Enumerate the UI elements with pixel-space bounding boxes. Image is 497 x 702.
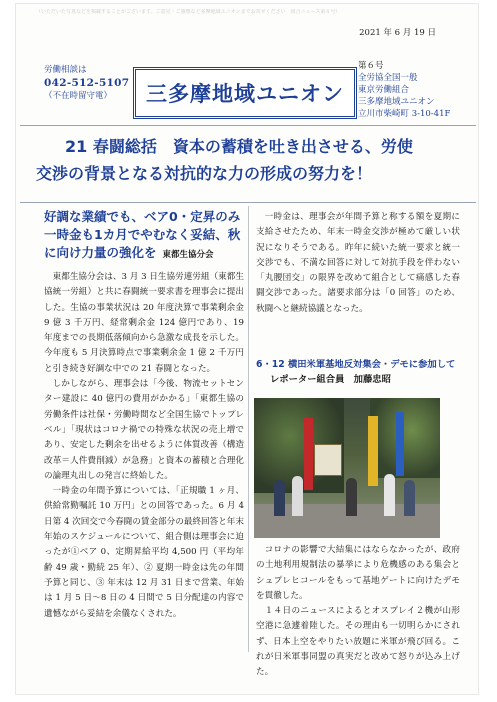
hotline-block (44, 64, 132, 103)
divider-headline (20, 202, 476, 203)
headline-line2: 交渉の背景となる対抗的な力の形成の努力を！ (36, 164, 373, 183)
column-divider (248, 206, 249, 652)
issue-address: 立川市柴崎町 3-10-41F (358, 109, 451, 119)
photo-yellow-banner (368, 416, 378, 486)
rally-photo (254, 398, 440, 538)
left-paragraph-3: 一時金の年間予算については、「正規職 1 ヶ月、供給常勤嘱託 10 万円」との回答であった。6 月 4 日第 4 次回交で今春闘の賃金部分の最終回答と年末年始のスケジュールについて、組合側は理事会に迫ったが①ベア 0、定期昇給平均 4,500 円（平均年齢 49 歳・勤続 25 年）、② 夏期一時金は先の年間予算と同じ、③ 年末は 12 月 31 日まで営業、年始は 1 月 5 日〜8 日の 4 日間で 5 日分配達の内容で遺憾ながら妥結を余儀なくされた。 (44, 486, 244, 619)
left-heading-line2: 一時金も1カ月でやむなく妥結、秋 (44, 227, 241, 242)
photo-blue-banner (396, 412, 404, 476)
right-subheading-byline: レポーター組合員 加藤忠昭 (270, 374, 391, 385)
issue-org-line2: 東京労働組合 (358, 85, 410, 95)
headline-line1: 21 春闘総括 資本の蓄積を吐き出させる、労使 (65, 137, 413, 156)
issue-org-line1: 全労協全国一般 (358, 73, 418, 83)
left-article-body (44, 270, 244, 622)
right-paragraph-1: 一時金は、理事会が年間予算と称する額を夏期に支給させたため、年末一時金交渉が極めて厳しい状況になりそうである。昨年に続いた統一要求と統一交渉でも、不満な回答に対して対抗手段を伴わない「丸腰団交」の限界を改めて組合として痛感した春闘交渉であった。諸要求部分は「0 回答」のため、秋闘へと継続協議となった。 (256, 212, 460, 314)
photo-sign (314, 444, 342, 476)
main-headline (30, 133, 470, 187)
issue-number: 第６号 (358, 61, 384, 71)
left-paragraph-2: しかしながら、理事会は「今後、物流セットセンター建設に 40 億円の費用がかかる」「東都生協の労働条件は社保・労働時間など全国生協でトップレベル」「現状はコロナ禍での特殊な状況の売上増であり、安定した剰余を出せるように体質改善（構造改革＝人件費削減）が急務」と資本の蓄積と合理化の論理丸出しの発言に終始した。 (44, 379, 244, 481)
photo-person (384, 474, 395, 516)
masthead-title: 三多摩地域ユニオン (146, 82, 344, 106)
right-article-bottom (256, 543, 460, 681)
left-paragraph-1: 東都生協分会は、3 月 3 日生協労連労組（東都生協統一労組）と共に春闘統一要求書を理事会に提出した。生協の事業状況は 20 年度決算で事業剰余金 9 億 3 千万円、経常剰余金 124 億円であり、19 年度までの長期低落傾向から急激な成長を示した。今年度も 5 月決算時点で事業剰余金 1 億 2 千万円と引き続き好調な中での 21 春闘となった。 (44, 272, 244, 374)
hotline-phone: 042-512-5107 (44, 77, 130, 89)
right-article-subheading (256, 357, 460, 387)
divider-top (20, 125, 476, 126)
hotline-note: （不在時留守電） (44, 91, 113, 101)
masthead-box (133, 67, 357, 119)
photo-tree-right (370, 398, 440, 478)
right-bottom-paragraph-2: １４日のニュースによるとオスプレイ２機が山形空港に急遽着陸した。その理由も一切明らかにされず、日本上空をやりたい放題に米軍が飛び回る。これが日米軍事同盟の真実だと改めて怒りが込み上げた。 (256, 606, 460, 678)
right-article-body (256, 210, 460, 317)
issue-date: 2021 年 6 月 19 日 (359, 28, 436, 38)
left-article-byline: 東都生協分会 (162, 250, 214, 260)
right-bottom-paragraph-1: コロナの影響で大結集にはならなかったが、政府の土地利用規制法の暴挙により危機感のある集会とシュプレヒコールをもって基地ゲートに向けたデモを貫徹した。 (256, 545, 460, 601)
left-heading-line1: 好調な業績でも、ベア0・定昇のみ (44, 209, 241, 224)
photo-person (274, 480, 285, 516)
photo-person (292, 476, 303, 516)
left-heading-line3: に向け力量の強化を (44, 245, 157, 260)
right-subheading-text: 6・12 横田米軍基地反対集会・デモに参加して (256, 359, 456, 370)
issue-info (358, 60, 456, 120)
issue-org-line3: 三多摩地域ユニオン (358, 97, 435, 107)
photo-person (404, 480, 415, 516)
top-faint-note: （いただいた写真などを掲載することがございます。ご意見・ご感想など多摩地域ユニオンまでお寄せください 組合ニュース第６号） (36, 9, 341, 15)
hotline-label: 労働相談は (44, 65, 87, 75)
photo-red-banner (304, 418, 313, 490)
photo-person (346, 478, 357, 516)
left-article-heading (44, 208, 246, 264)
